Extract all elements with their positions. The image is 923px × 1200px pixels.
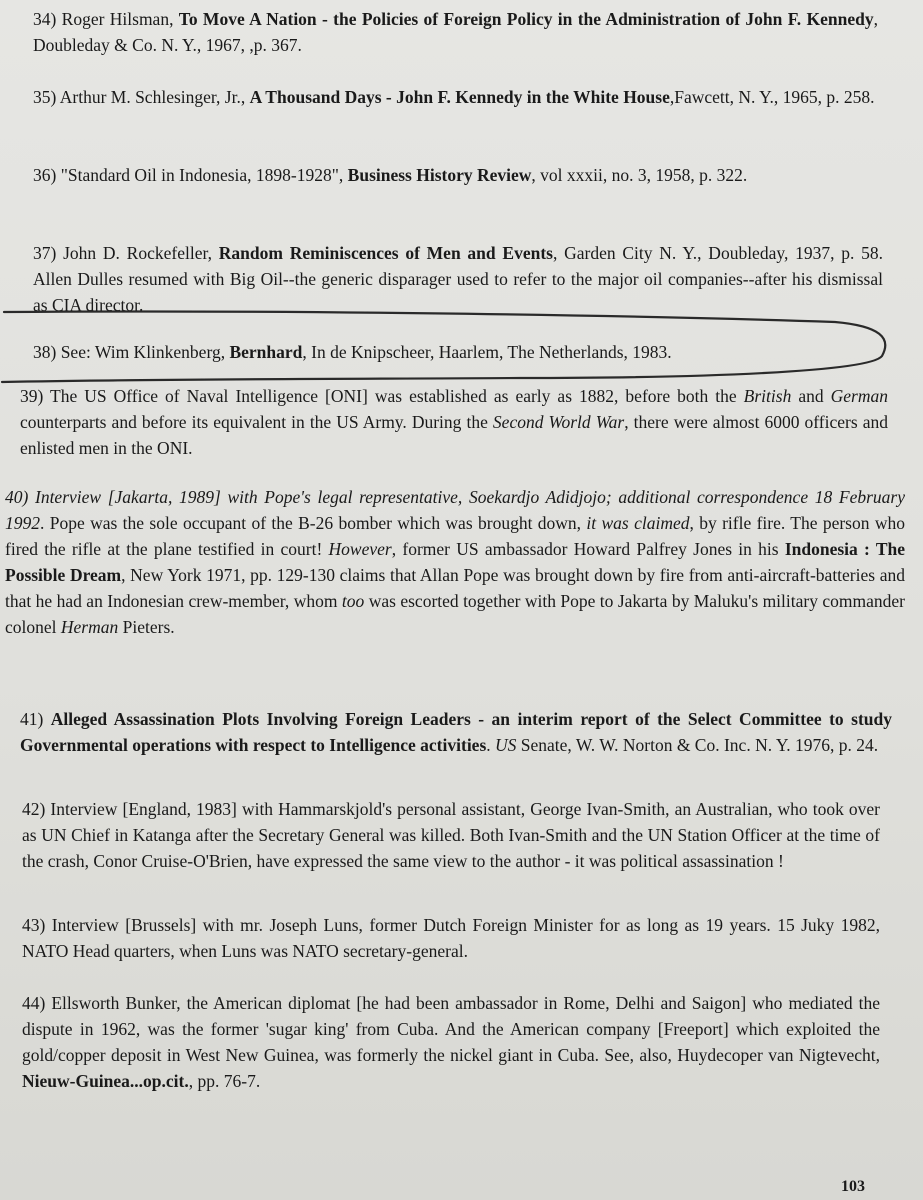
footnote-44	[22, 990, 880, 1094]
footnote-text: .	[486, 735, 496, 755]
footnote-text: counterparts and before its equivalent in the US Army. During the	[20, 412, 493, 432]
footnote-text: Pieters.	[118, 617, 175, 637]
footnote-39	[20, 383, 888, 461]
footnote-text: German	[830, 386, 888, 406]
footnote-43	[22, 912, 880, 964]
footnote-text: was escorted together with Pope to Jakarta by Maluku's military commander colonel	[5, 591, 906, 637]
footnote-text: Second World War	[492, 412, 625, 432]
footnote-text: , New York 1971, pp. 129-130 claims that Allan Pope was brought down by fire from anti-aircraft-batteries and that he had an Indonesian crew-member, whom	[5, 565, 906, 611]
footnote-text: A Thousand Days - John F. Kennedy in the White House	[249, 87, 670, 107]
footnote-text: , Garden City N. Y., Doubleday, 1937, p. 58. Allen Dulles resumed with Big Oil--the generic disparager used to refer to the major oil companies--after his dismissal as CIA director.	[33, 243, 883, 315]
footnote-text: 39) The US Office of Naval Intelligence [ONI] was established as early as 1882, before both the	[20, 386, 744, 406]
footnote-text: 38) See: Wim Klinkenberg,	[33, 342, 230, 362]
footnote-text: 35) Arthur M. Schlesinger, Jr.,	[33, 87, 250, 107]
footnote-text: However	[328, 539, 392, 559]
footnote-text: 44) Ellsworth Bunker, the American diplomat [he had been ambassador in Rome, Delhi and Saigon] who mediated the dispute in 1962, was the former 'sugar king' from Cuba. And the American company [Freeport] which exploited the gold/copper deposit in West New Guinea, was formerly the nickel giant in Cuba. See, also, Huydecoper van Nigtevecht,	[22, 993, 880, 1065]
footnote-38	[33, 339, 883, 365]
footnote-text: . Pope was the sole occupant of the B-26 bomber which was brought down,	[40, 513, 587, 533]
footnote-42	[22, 796, 880, 874]
footnote-text: 40) Interview [Jakarta, 1989] with Pope's legal representative, Soekardjo Adidjojo; additional correspondence 18 February 1992	[5, 487, 905, 533]
footnote-text: Bernhard	[229, 342, 303, 362]
footnote-40	[5, 484, 905, 640]
footnote-text: 37) John D. Rockefeller,	[33, 243, 219, 263]
page-number: 103	[841, 1178, 865, 1195]
footnote-text: 41)	[20, 709, 51, 729]
footnote-text: British	[743, 386, 792, 406]
footnote-36	[33, 162, 883, 188]
footnote-text: , vol xxxii, no. 3, 1958, p. 322.	[531, 165, 748, 185]
footnote-text: Indonesia : The Possible Dream	[5, 539, 905, 585]
footnote-text: too	[341, 591, 365, 611]
footnote-text: Nieuw-Guinea...op.cit.	[22, 1071, 189, 1091]
footnote-text: it was claimed	[586, 513, 690, 533]
footnote-text: , In de Knipscheer, Haarlem, The Netherlands, 1983.	[302, 342, 672, 362]
footnote-text: , there were almost 6000 officers and enlisted men in the ONI.	[20, 412, 888, 458]
footnote-41	[20, 706, 892, 758]
footnote-text: , by rifle fire. The person who fired the rifle at the plane testified in court!	[5, 513, 905, 559]
footnote-text: , former US ambassador Howard Palfrey Jones in his	[391, 539, 785, 559]
footnote-text: Random Reminiscences of Men and Events	[218, 243, 553, 263]
footnote-35	[33, 84, 878, 110]
footnote-34	[33, 6, 878, 58]
footnote-text: Alleged Assassination Plots Involving Foreign Leaders - an interim report of the Select Committee to study Governmental operations with respect to Intelligence activities	[20, 709, 892, 755]
footnote-text: ,Fawcett, N. Y., 1965, p. 258.	[669, 87, 875, 107]
footnote-text: 43) Interview [Brussels] with mr. Joseph Luns, former Dutch Foreign Minister for as long as 19 years. 15 Juky 1982, NATO Head quarters, when Luns was NATO secretary-general.	[22, 915, 880, 961]
footnote-text: Business History Review	[347, 165, 532, 185]
footnote-text: US	[495, 735, 517, 755]
footnote-text: To Move A Nation - the Policies of Foreign Policy in the Administration of John F. Kennedy	[178, 9, 874, 29]
footnote-text: 42) Interview [England, 1983] with Hammarskjold's personal assistant, George Ivan-Smith, an Australian, who took over as UN Chief in Katanga after the Secretary General was killed. Both Ivan-Smith and the UN Station Officer at the time of the crash, Conor Cruise-O'Brien, have expressed the same view to the author - it was political assassination !	[22, 799, 880, 871]
footnote-text: and	[791, 386, 831, 406]
footnote-text: , Doubleday & Co. N. Y., 1967, ,p. 367.	[33, 9, 878, 55]
footnote-text: 34) Roger Hilsman,	[33, 9, 179, 29]
footnote-text: 36) "Standard Oil in Indonesia, 1898-1928",	[33, 165, 348, 185]
footnote-37	[33, 240, 883, 318]
footnote-text: , pp. 76-7.	[188, 1071, 261, 1091]
footnote-text: Herman	[60, 617, 119, 637]
footnote-text: Senate, W. W. Norton & Co. Inc. N. Y. 1976, p. 24.	[516, 735, 879, 755]
